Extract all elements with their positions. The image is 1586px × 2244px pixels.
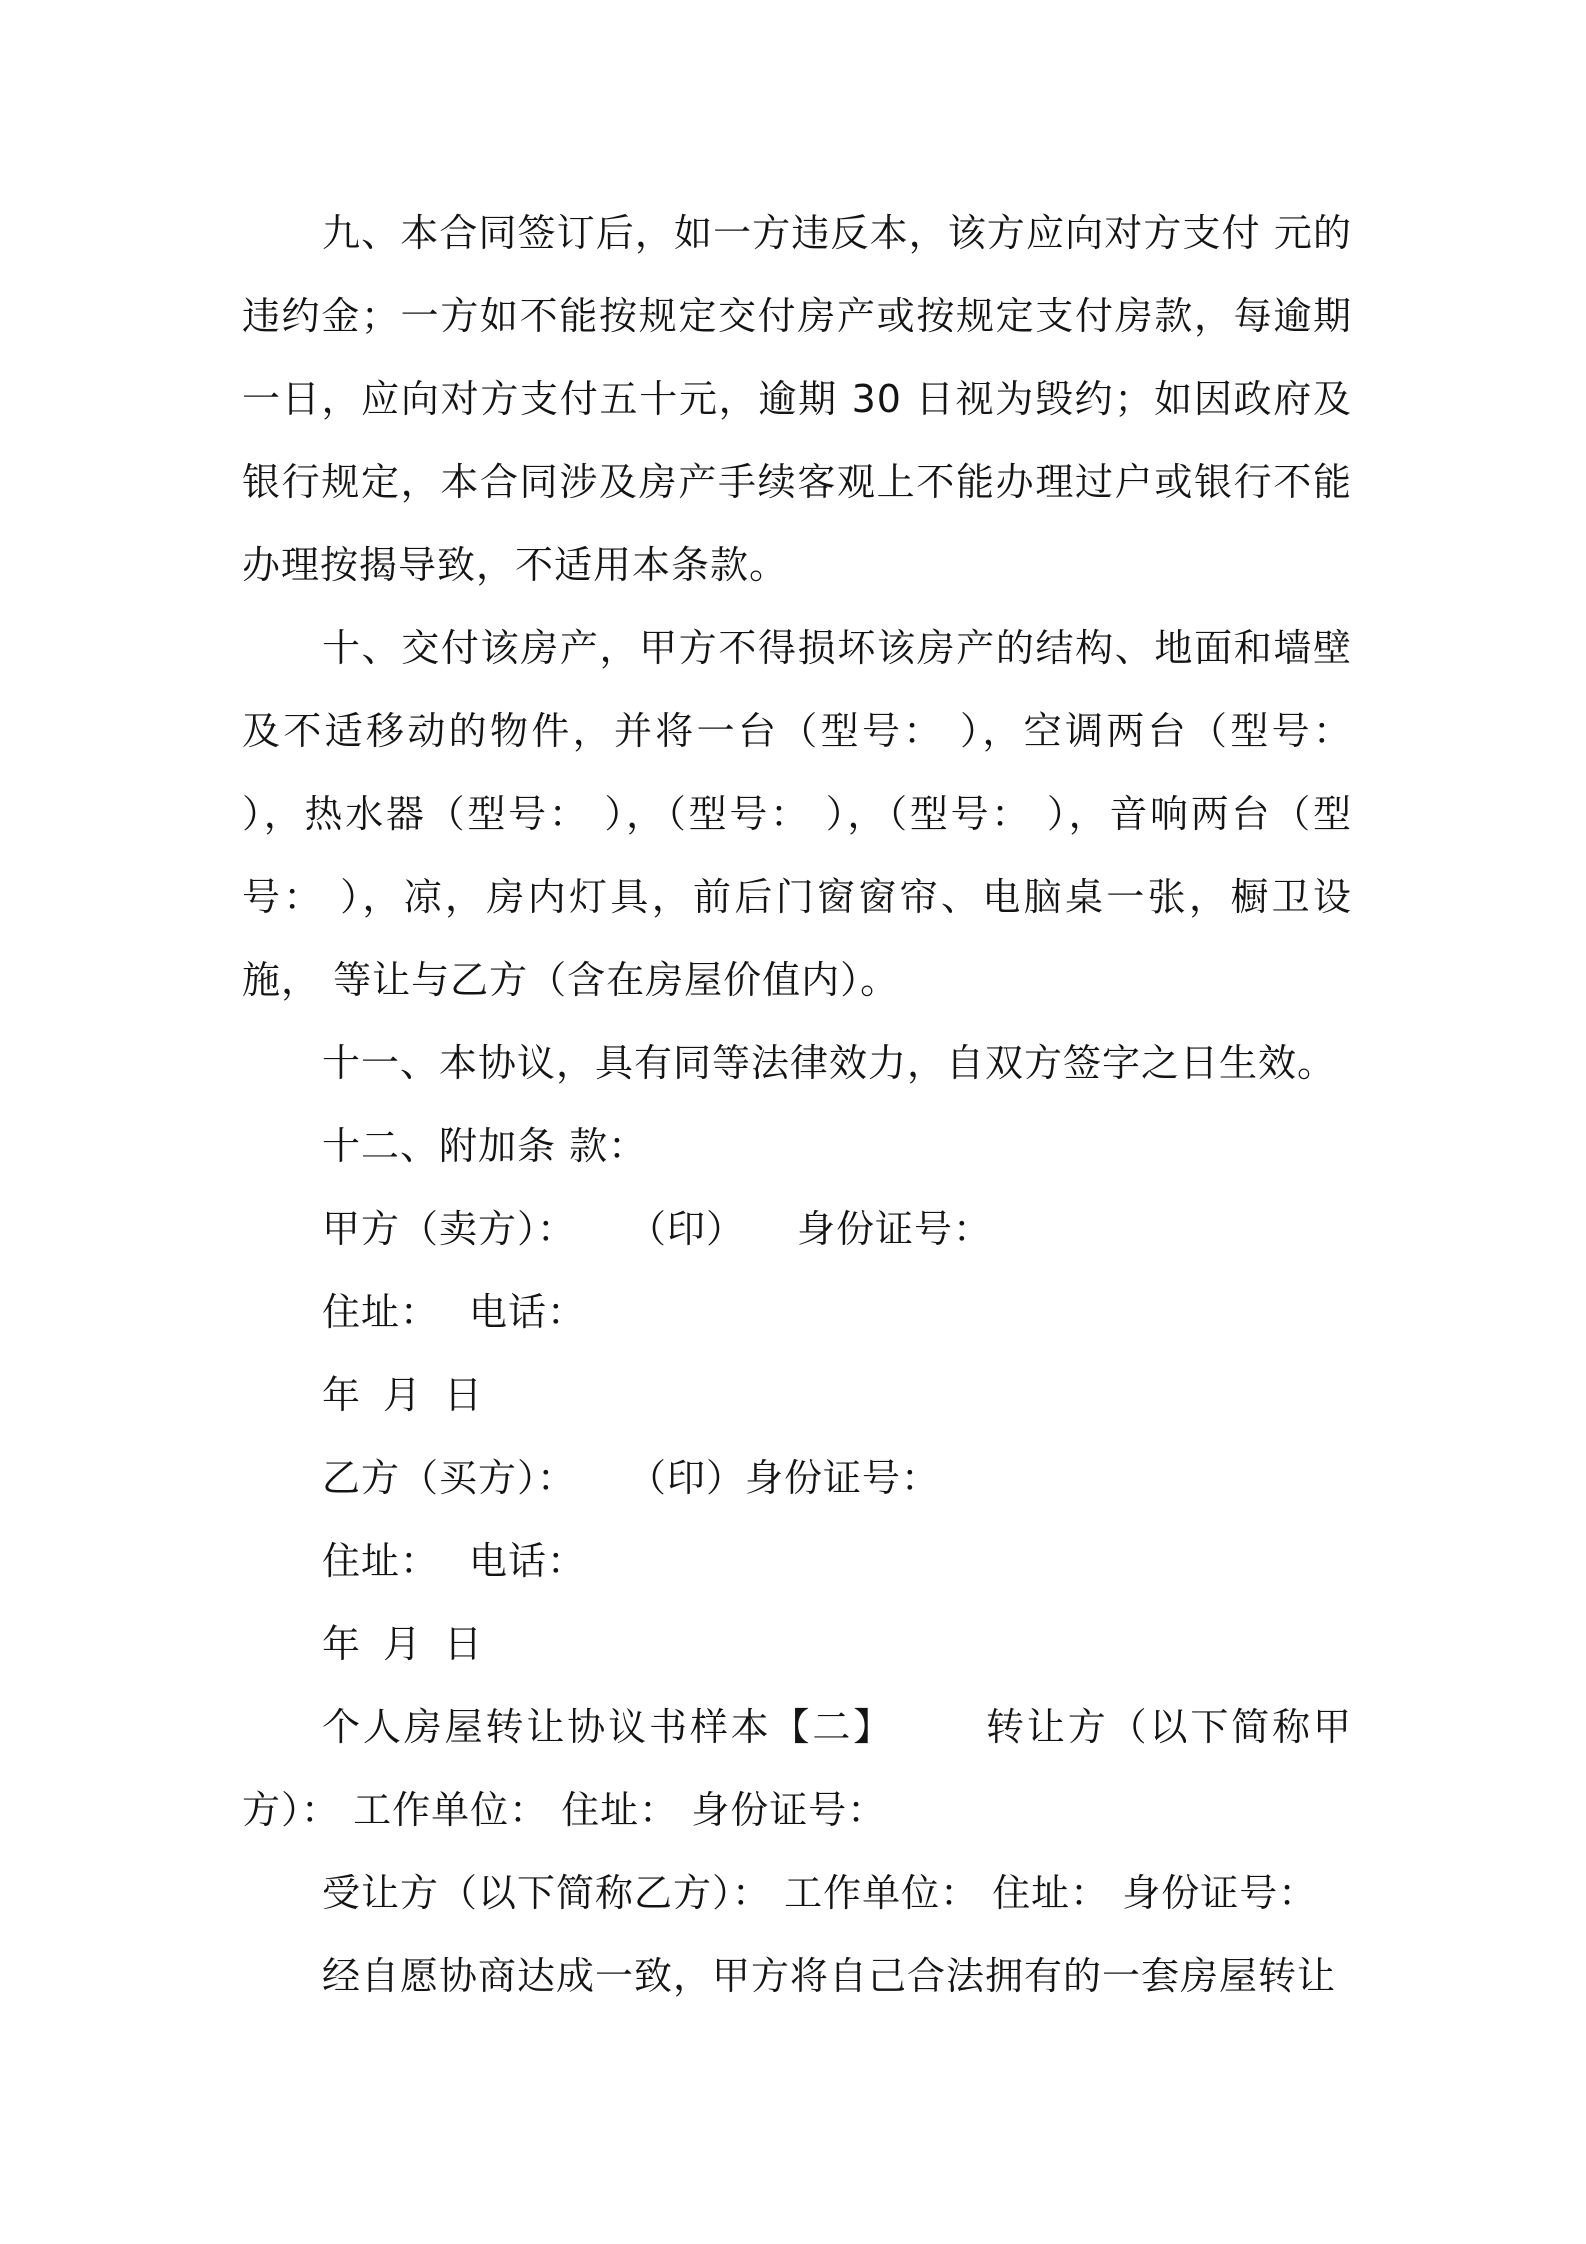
document-body xyxy=(242,192,1352,2018)
party-a-date-day: 日 xyxy=(444,1373,484,1417)
party-b-id-label: 身份证号： xyxy=(745,1456,941,1500)
party-a-date-year: 年 xyxy=(322,1373,362,1417)
party-a-phone-label: 电话： xyxy=(469,1290,587,1334)
party-a-date-month: 月 xyxy=(383,1373,423,1417)
party-b-date-year: 年 xyxy=(322,1622,362,1666)
party-b-phone-label: 电话： xyxy=(469,1539,587,1583)
party-a-contact-line xyxy=(242,1271,1352,1354)
party-a-address-label: 住址： xyxy=(322,1290,440,1334)
party-a-seal: （印） xyxy=(628,1207,746,1251)
clause-11: 十一、本协议，具有同等法律效力，自双方签字之日生效。 xyxy=(322,1041,1337,1085)
party-b-seal: （印） xyxy=(628,1456,746,1500)
party-b-address-label: 住址： xyxy=(322,1539,440,1583)
sample-2-heading-paragraph xyxy=(242,1686,1352,1852)
party-b-date-month: 月 xyxy=(383,1622,423,1666)
clause-12: 十二、附加条 款： xyxy=(322,1124,648,1168)
party-a-signature-line xyxy=(242,1188,1352,1271)
party-a-id-label: 身份证号： xyxy=(797,1207,993,1251)
party-b-signature-line xyxy=(242,1437,1352,1520)
final-paragraph: 经自愿协商达成一致，甲方将自己合法拥有的一套房屋转让 xyxy=(322,1954,1337,1998)
clause-10: 十、交付该房产，甲方不得损坏该房产的结构、地面和墙壁及不适移动的物件，并将一台（型号： ），空调两台（型号： ），热水器（型号： ），（型号： ），（型号： ），音响两台（型号： ），凉，房内灯具，前后门窗窗帘、电脑桌一张，橱卫设施， 等让与乙方（含在房屋价值内）。 xyxy=(242,626,1352,1002)
party-b-date-day: 日 xyxy=(444,1622,484,1666)
party-b-contact-line xyxy=(242,1520,1352,1603)
party-b-date-line xyxy=(242,1603,1352,1686)
sample-2-transferor: 转让方（以下简称甲方）： 工作单位： 住址： 身份证号： xyxy=(242,1705,1352,1832)
party-b-label: 乙方（买方）： xyxy=(322,1456,577,1500)
party-a-date-line xyxy=(242,1354,1352,1437)
transferee-line: 受让方（以下简称乙方）： 工作单位： 住址： 身份证号： xyxy=(322,1871,1318,1915)
sample-2-title: 个人房屋转让协议书样本【二】 xyxy=(322,1705,895,1749)
clause-9: 九、本合同签订后，如一方违反本，该方应向对方支付 元的违约金；一方如不能按规定交付房产或按规定支付房款，每逾期一日，应向对方支付五十元，逾期 30 日视为毁约；如因政府及银行规定，本合同涉及房产手续客观上不能办理过户或银行不能办理按揭导致，不适用本条款。 xyxy=(242,211,1352,587)
party-a-label: 甲方（卖方）： xyxy=(322,1207,577,1251)
